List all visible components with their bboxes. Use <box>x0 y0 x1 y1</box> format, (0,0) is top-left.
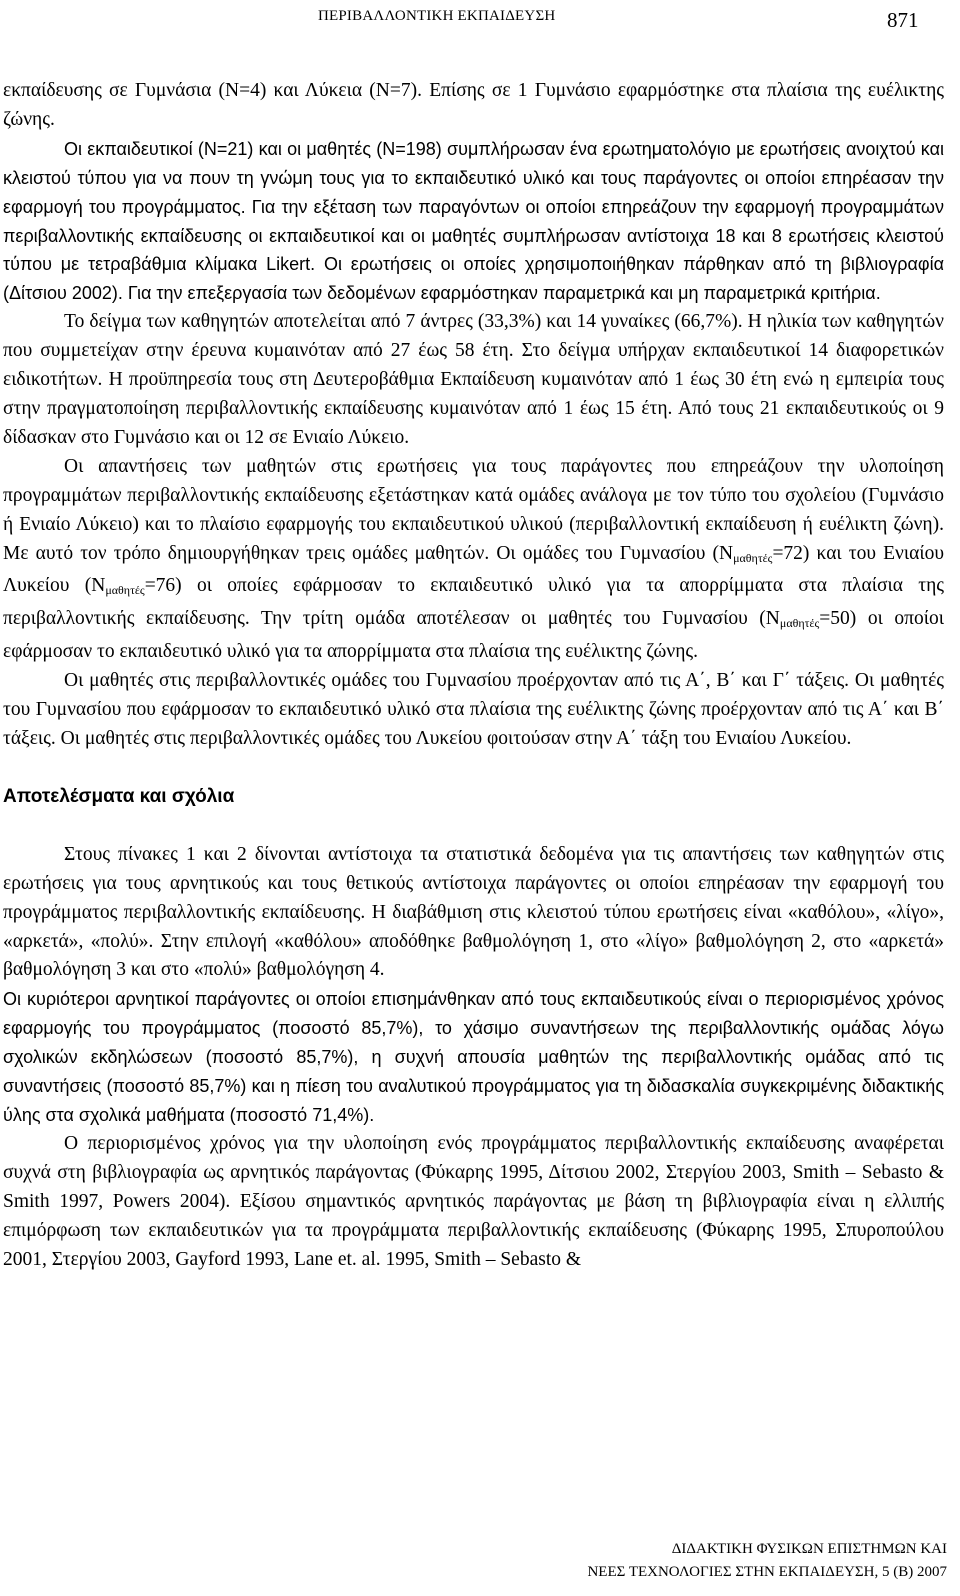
paragraph-6: Στους πίνακες 1 και 2 δίνονται αντίστοιχα τα στατιστικά δεδομένα για τις απαντήσεις των καθηγητών στις ερωτήσεις για τους αρνητικούς και τους θετικούς αντίστοιχα παράγοντες οι οποίοι επηρέασαν την εφαρμογή του προγράμματος περιβαλλοντικής εκπαίδευσης. Η διαβάθμιση στις κλειστού τύπου ερωτήσεις είναι «καθόλου», «λίγο», «αρκετά», «πολύ». Στην επιλογή «καθόλου» αποδόθηκε βαθμολόγηση 1, στο «λίγο» βαθμολόγηση 2, στο «αρκετά» βαθμολόγηση 3 και στο «πολύ» βαθμολόγηση 4. <box>3 843 944 981</box>
paragraph-2: Οι εκπαιδευτικοί (N=21) και οι μαθητές (N=198) συμπλήρωσαν ένα ερωτηματολόγιο με ερωτήσεις ανοιχτού και κλειστού τύπου για να πουν τη γνώμη τους για το εκπαιδευτικό υλικό και τους παράγοντες οι οποίοι επηρέασαν την εφαρμογή του προγράμματος. Για την εξέταση των παραγόντων οι οποίοι επηρεάζουν την εφαρμογή προγραμμάτων περιβαλλοντικής εκπαίδευσης οι εκπαιδευτικοί και οι μαθητές συμπλήρωσαν αντίστοιχα 18 και 8 ερωτήσεις κλειστού τύπου με τετραβάθμια κλίμακα Likert. Οι ερωτήσεις οι οποίες χρησιμοποιήθηκαν πάρθηκαν από τη βιβλιογραφία (Δίτσιου 2002). Για την επεξεργασία των δεδομένων εφαρμόστηκαν παραμετρικά και μη παραμετρικά κριτήρια. <box>3 138 944 304</box>
running-footer <box>0 1538 947 1584</box>
paragraph-4 <box>3 453 944 667</box>
page-number: 871 <box>887 8 919 32</box>
section-heading: Αποτελέσματα και σχόλια <box>3 785 235 807</box>
footer-line-1: ΔΙΔΑΚΤΙΚΗ ΦΥΣΙΚΩΝ ΕΠΙΣΤΗΜΩΝ ΚΑΙ <box>671 1541 947 1557</box>
paragraph-5: Οι μαθητές στις περιβαλλοντικές ομάδες του Γυμνασίου προέρχονταν από τις Α΄, Β΄ και Γ΄ τάξεις. Οι μαθητές του Γυμνασίου που εφάρμοσαν το εκπαιδευτικό υλικό στα πλαίσια της ευέλικτης ζώνης προέρχονταν από τις Α΄ και Β΄ τάξεις. Οι μαθητές στις περιβαλλοντικές ομάδες του Λυκείου φοιτούσαν στην Α΄ τάξη του Ενιαίου Λυκείου. <box>3 670 944 749</box>
footer-line-2: ΝΕΕΣ ΤΕΧΝΟΛΟΓΙΕΣ ΣΤΗΝ ΕΚΠΑΙΔΕΥΣΗ, 5 (Β) 2007 <box>587 1564 947 1580</box>
paragraph-1: εκπαίδευσης σε Γυμνάσια (N=4) και Λύκεια (N=7). Επίσης σε 1 Γυμνάσιο εφαρμόστηκε στα πλαίσια της ευέλικτης ζώνης. <box>3 80 944 130</box>
paragraph-7: Οι κυριότεροι αρνητικοί παράγοντες οι οποίοι επισημάνθηκαν από τους εκπαιδευτικούς είναι ο περιορισμένος χρόνος εφαρμογής του προγράμματος (ποσοστό 85,7%), το χάσιμο συναντήσεων της περιβαλλοντικής ομάδας λόγω σχολικών εκδηλώσεων (ποσοστό 85,7%), η συχνή απουσία μαθητών της περιβαλλοντικής ομάδας από τις συναντήσεις (ποσοστό 85,7%) και η πίεση του αναλυτικού προγράμματος για τη διδασκαλία συγκεκριμένης διδακτικής ύλης στα σχολικά μαθήματα (ποσοστό 71,4%). <box>3 989 944 1125</box>
paragraph-8: Ο περιορισμένος χρόνος για την υλοποίηση ενός προγράμματος περιβαλλοντικής εκπαίδευσης αναφέρεται συχνά στη βιβλιογραφία ως αρνητικός παράγοντας (Φύκαρης 1995, Δίτσιου 2002, Στεργίου 2003, Smith – Sebasto & Smith 1997, Powers 2004). Εξίσου σημαντικός αρνητικός παράγοντας με βάση τη βιβλιογραφία είναι η ελλιπής επιμόρφωση των εκπαιδευτικών για τα προγράμματα περιβαλλοντικής εκπαίδευσης (Φύκαρης 1995, Σπυροπούλου 2001, Στεργίου 2003, Gayford 1993, Lane et. al. 1995, Smith – Sebasto & <box>3 1132 944 1270</box>
body-text <box>3 77 944 1274</box>
paragraph-4-text-3: =76) οι οποίες εφάρμοσαν το εκπαιδευτικό υλικό για τα απορρίμματα στα πλαίσια της περιβαλλοντικής εκπαίδευσης. Την τρίτη ομάδα αποτέλεσαν οι μαθητές του Γυμνασίου (N <box>3 575 944 630</box>
subscript-students: μαθητές <box>733 550 773 565</box>
paragraph-4-text-4: =50) οι οποίοι εφάρμοσαν το εκπαιδευτικό υλικό για τα απορρίμματα στα πλαίσια της ευέλικτης ζώνης. <box>3 608 944 663</box>
paragraph-3: Το δείγμα των καθηγητών αποτελείται από 7 άντρες (33,3%) και 14 γυναίκες (66,7%). Η ηλικία των καθηγητών που συμμετείχαν στην έρευνα κυμαινόταν από 27 έως 58 έτη. Στο δείγμα υπήρχαν εκπαιδευτικοί 14 διαφορετικών ειδικοτήτων. Η προϋπηρεσία τους στη Δευτεροβάθμια Εκπαίδευση κυμαινόταν από 1 έως 30 έτη ενώ η εμπειρία τους στην πραγματοποίηση περιβαλλοντικής εκπαίδευσης κυμαινόταν από 1 έως 15 έτη. Από τους 21 εκπαιδευτικούς οι 9 δίδασκαν στο Γυμνάσιο και οι 12 σε Ενιαίο Λύκειο. <box>3 311 944 448</box>
running-header-title: ΠΕΡΙΒΑΛΛΟΝΤΙΚΗ ΕΚΠΑΙΔΕΥΣΗ <box>318 8 556 24</box>
paragraph-4-text-1: Οι απαντήσεις των μαθητών στις ερωτήσεις για τους παράγοντες που επηρεάζουν την υλοποίηση προγραμμάτων περιβαλλοντικής εκπαίδευσης εξετάστηκαν κατά ομάδες ανάλογα με τον τύπο του σχολείου (Γυμνάσιο ή Ενιαίο Λύκειο) και το πλαίσιο εφαρμογής του εκπαιδευτικού υλικού (περιβαλλοντική εκπαίδευση ή ευέλικτη ζώνη). Με αυτό τον τρόπο δημιουργήθηκαν τρεις ομάδες μαθητών. Οι ομάδες του Γυμνασίου (N <box>3 455 944 564</box>
paragraph-4-text-2: =72) και του Ενιαίου Λυκείου (N <box>3 542 944 597</box>
subscript-students: μαθητές <box>105 583 145 598</box>
subscript-students: μαθητές <box>779 616 820 631</box>
